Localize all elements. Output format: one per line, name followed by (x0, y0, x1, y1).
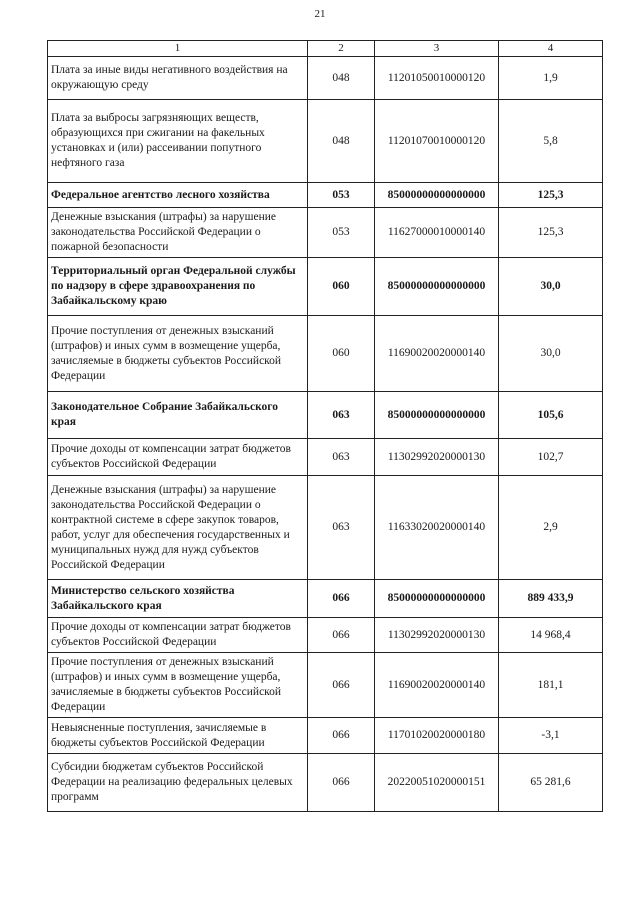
row-name: Федеральное агентство лесного хозяйства (48, 183, 308, 208)
column-header-2: 2 (308, 41, 375, 57)
row-name: Прочие доходы от компенсации затрат бюджетов субъектов Российской Федерации (48, 439, 308, 476)
column-header-1: 1 (48, 41, 308, 57)
row-amount: -3,1 (499, 718, 603, 754)
row-code: 048 (308, 100, 375, 183)
row-code: 053 (308, 208, 375, 258)
table-row (48, 57, 603, 100)
row-code: 066 (308, 754, 375, 812)
page-number: 21 (314, 8, 326, 20)
row-name: Денежные взыскания (штрафы) за нарушение законодательства Российской Федерации о пожарной безопасности (48, 208, 308, 258)
row-kbk: 11302992020000130 (375, 439, 499, 476)
row-code: 053 (308, 183, 375, 208)
row-code: 066 (308, 718, 375, 754)
row-code: 063 (308, 476, 375, 580)
row-amount: 30,0 (499, 316, 603, 392)
row-code: 060 (308, 258, 375, 316)
row-kbk: 11302992020000130 (375, 618, 499, 653)
row-kbk: 85000000000000000 (375, 258, 499, 316)
row-kbk: 85000000000000000 (375, 392, 499, 439)
table-row (48, 718, 603, 754)
row-kbk: 11201050010000120 (375, 57, 499, 100)
row-kbk: 11201070010000120 (375, 100, 499, 183)
row-code: 063 (308, 392, 375, 439)
row-kbk: 11627000010000140 (375, 208, 499, 258)
row-amount: 125,3 (499, 208, 603, 258)
table-row (48, 100, 603, 183)
row-name: Плата за иные виды негативного воздействия на окружающую среду (48, 57, 308, 100)
table-row (48, 754, 603, 812)
row-kbk: 11701020020000180 (375, 718, 499, 754)
table-row (48, 258, 603, 316)
row-kbk: 11633020020000140 (375, 476, 499, 580)
row-kbk: 11690020020000140 (375, 653, 499, 718)
row-amount: 1,9 (499, 57, 603, 100)
row-code: 048 (308, 57, 375, 100)
row-name: Невыясненные поступления, зачисляемые в бюджеты субъектов Российской Федерации (48, 718, 308, 754)
row-code: 066 (308, 618, 375, 653)
row-code: 060 (308, 316, 375, 392)
row-name: Субсидии бюджетам субъектов Российской Федерации на реализацию федеральных целевых программ (48, 754, 308, 812)
row-name: Законодательное Собрание Забайкальского края (48, 392, 308, 439)
table-header-row (48, 41, 603, 57)
row-name: Территориальный орган Федеральной службы по надзору в сфере здравоохранения по Забайкальскому краю (48, 258, 308, 316)
row-amount: 2,9 (499, 476, 603, 580)
row-kbk: 20220051020000151 (375, 754, 499, 812)
table-row (48, 439, 603, 476)
table-row (48, 183, 603, 208)
row-kbk: 85000000000000000 (375, 183, 499, 208)
row-kbk: 85000000000000000 (375, 580, 499, 618)
row-amount: 181,1 (499, 653, 603, 718)
table-row (48, 392, 603, 439)
row-kbk: 11690020020000140 (375, 316, 499, 392)
table-row (48, 653, 603, 718)
row-code: 066 (308, 580, 375, 618)
row-name: Прочие поступления от денежных взысканий (штрафов) и иных сумм в возмещение ущерба, зачисляемые в бюджеты субъектов Российской Федерации (48, 653, 308, 718)
row-name: Денежные взыскания (штрафы) за нарушение законодательства Российской Федерации о контрактной системе в сфере закупок товаров, работ, услуг для обеспечения государственных и муниципальных нужд для нужд субъектов Российской Федерации (48, 476, 308, 580)
row-amount: 14 968,4 (499, 618, 603, 653)
row-name: Прочие поступления от денежных взысканий (штрафов) и иных сумм в возмещение ущерба, зачисляемые в бюджеты субъектов Российской Федерации (48, 316, 308, 392)
table-row (48, 316, 603, 392)
table-row (48, 476, 603, 580)
row-code: 066 (308, 653, 375, 718)
row-amount: 30,0 (499, 258, 603, 316)
row-amount: 65 281,6 (499, 754, 603, 812)
row-name: Плата за выбросы загрязняющих веществ, образующихся при сжигании на факельных установках и (или) рассеивании попутного нефтяного газа (48, 100, 308, 183)
row-code: 063 (308, 439, 375, 476)
table-row (48, 618, 603, 653)
row-name: Министерство сельского хозяйства Забайкальского края (48, 580, 308, 618)
table-row (48, 208, 603, 258)
row-amount: 102,7 (499, 439, 603, 476)
table-row (48, 580, 603, 618)
row-amount: 889 433,9 (499, 580, 603, 618)
column-header-4: 4 (499, 41, 603, 57)
column-header-3: 3 (375, 41, 499, 57)
row-name: Прочие доходы от компенсации затрат бюджетов субъектов Российской Федерации (48, 618, 308, 653)
row-amount: 105,6 (499, 392, 603, 439)
revenue-table (47, 40, 603, 812)
row-amount: 5,8 (499, 100, 603, 183)
row-amount: 125,3 (499, 183, 603, 208)
